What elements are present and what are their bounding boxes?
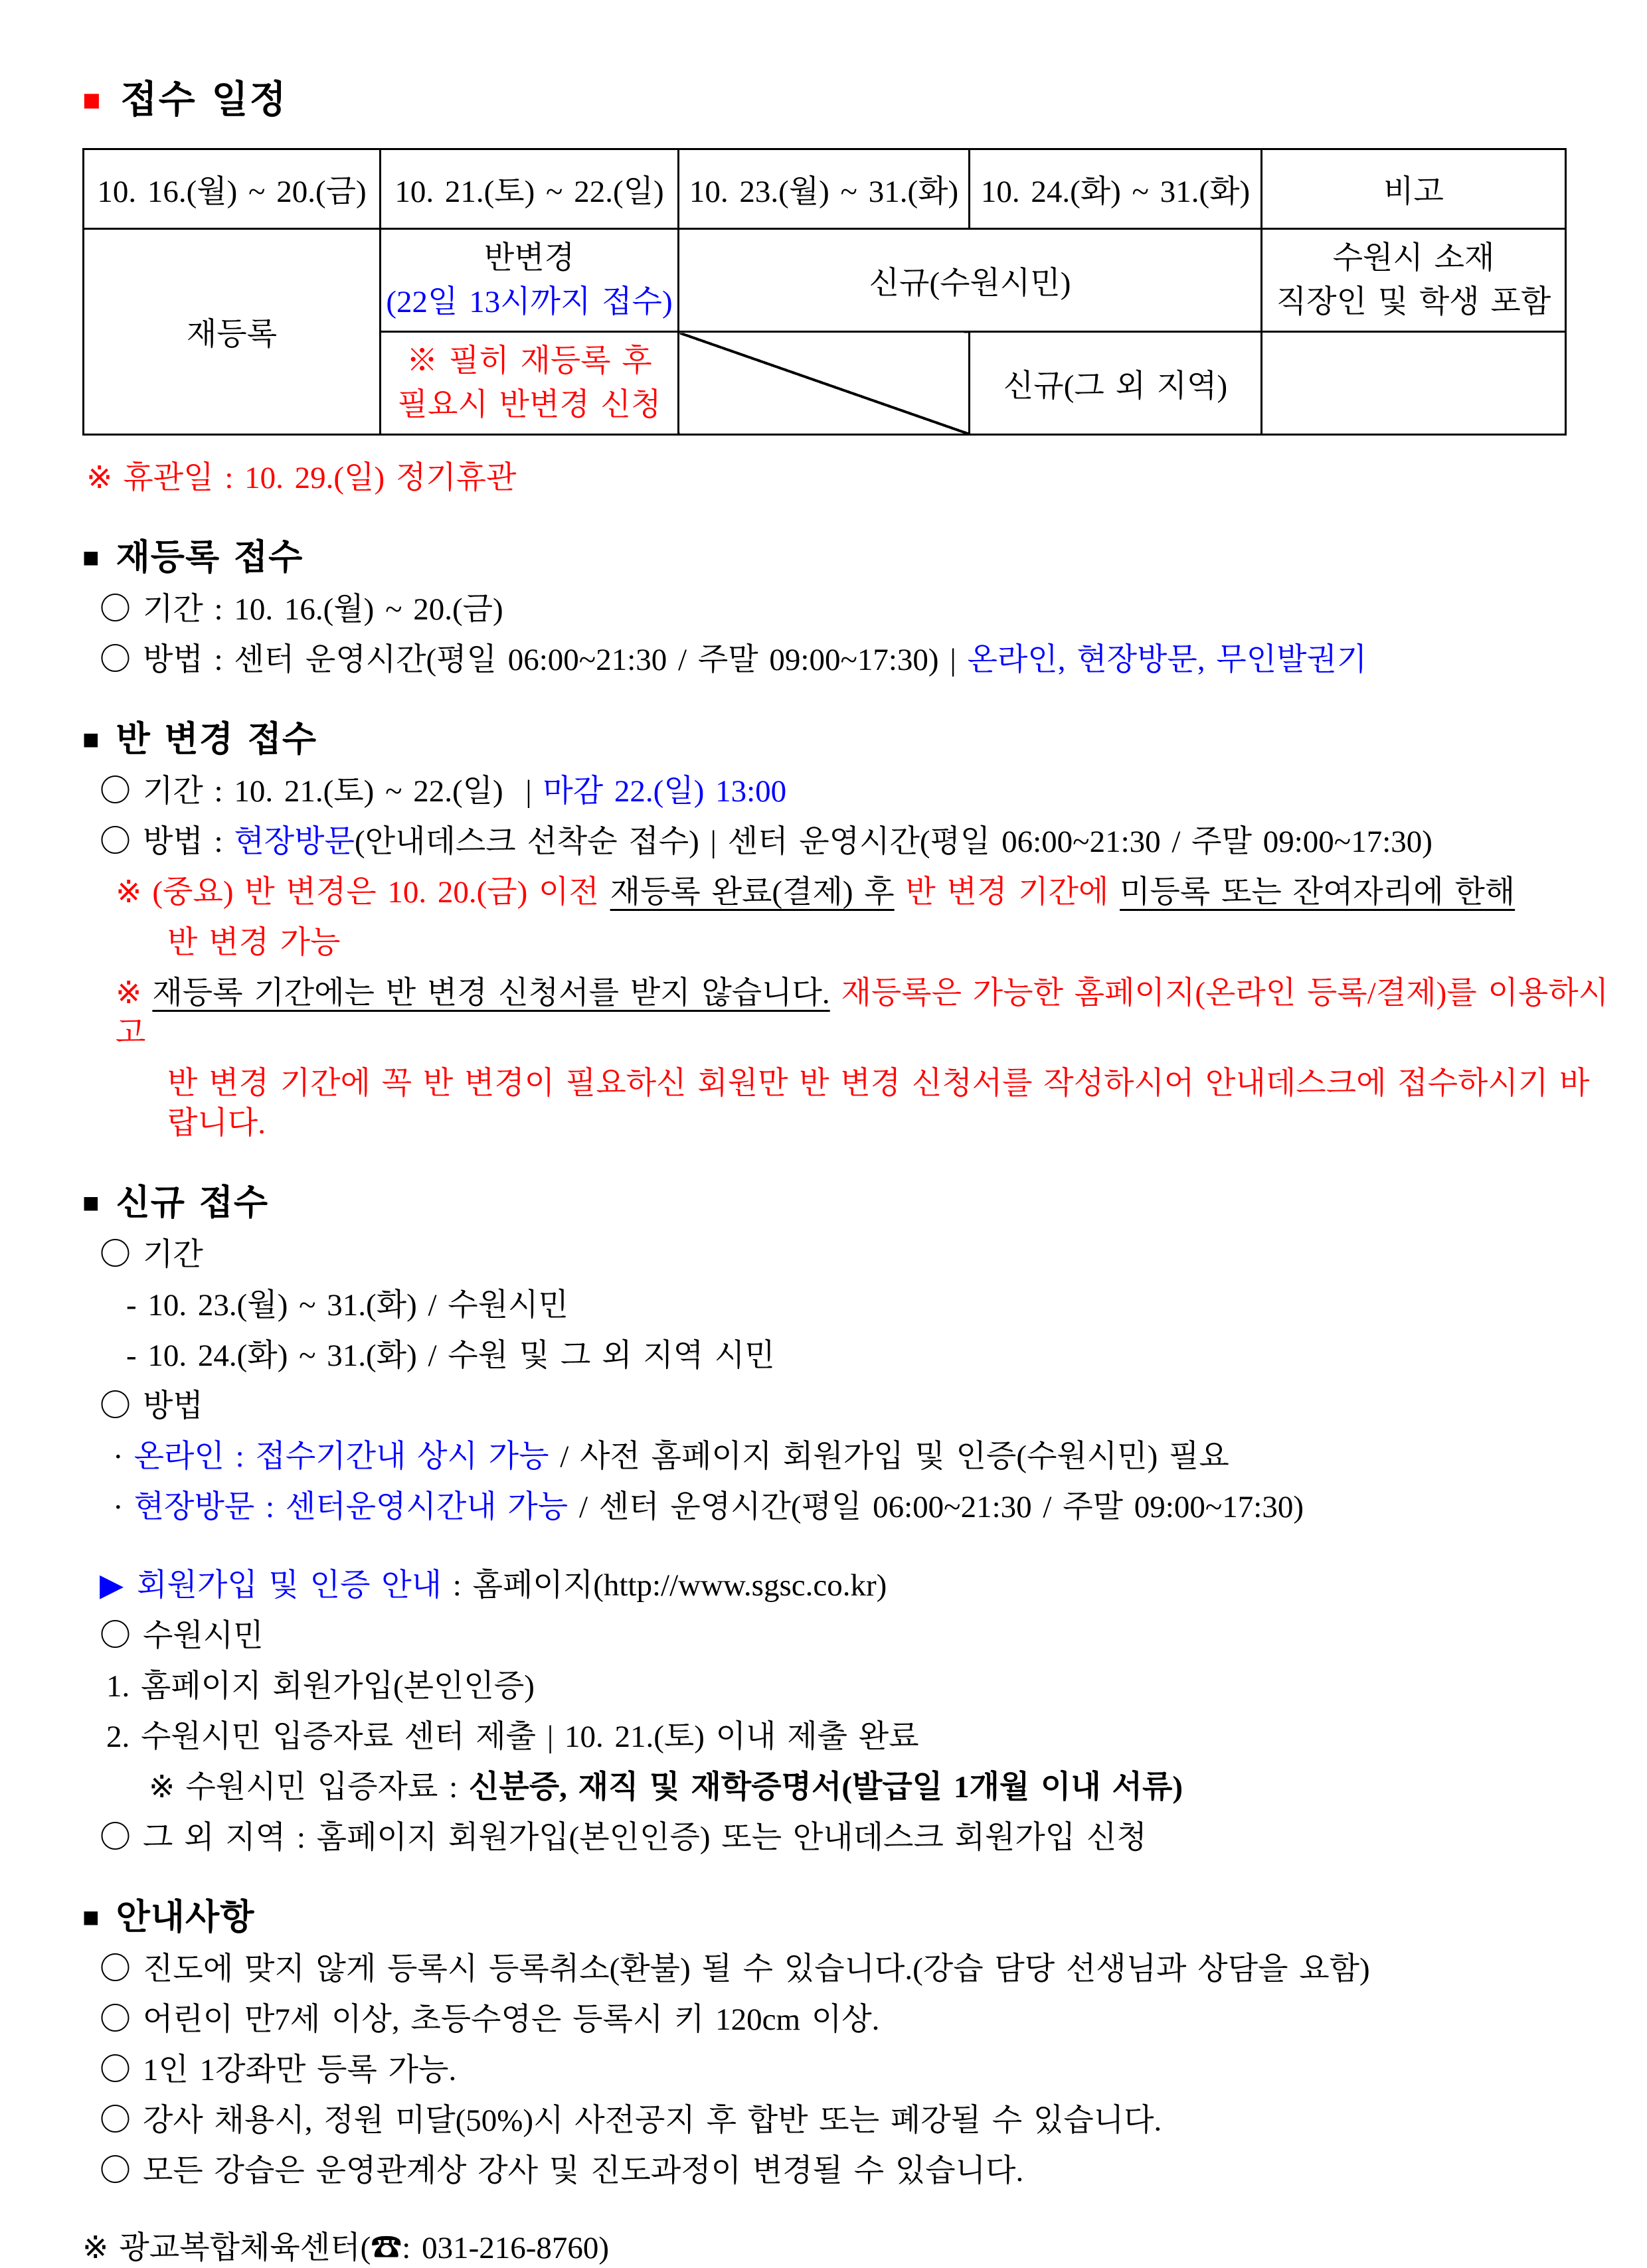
new-reg-method-label-text: 방법 bbox=[143, 1389, 203, 1423]
cell-reregister: 재등록 bbox=[84, 229, 381, 435]
new-reg-online-line bbox=[82, 1437, 1610, 1477]
note-red-clause: 재등록은 가능한 홈페이지(온라인 등록/결제)를 이용하시고 bbox=[116, 976, 1609, 1050]
class-change-period-text: 기간 : 10. 21.(토) ~ 22.(일) | bbox=[143, 774, 543, 809]
cell-new-suwon: 신규(수원시민) bbox=[679, 229, 1262, 332]
header-cell-period3: 10. 23.(월) ~ 31.(화) bbox=[679, 149, 970, 229]
table-row bbox=[84, 229, 1566, 332]
cell-remark-note bbox=[1262, 229, 1566, 332]
class-change-label: 반변경 bbox=[483, 241, 575, 276]
section-heading-text: 안내사항 bbox=[116, 1898, 255, 1937]
section-heading-new-registration bbox=[82, 1182, 1610, 1224]
membership-doc-note-pre: 수원시민 입증자료 : bbox=[185, 1770, 469, 1805]
header-cell-period4: 10. 24.(화) ~ 31.(화) bbox=[970, 149, 1262, 229]
new-reg-method-label bbox=[82, 1386, 1610, 1426]
info-item bbox=[82, 2050, 1610, 2090]
reference-mark: ※ bbox=[86, 461, 113, 495]
membership-step2-text: 2. 수원시민 입증자료 센터 제출 | 10. 21.(토) 이내 제출 완료 bbox=[106, 1720, 919, 1754]
holiday-note bbox=[82, 458, 1610, 498]
circle-bullet-icon: 〇 bbox=[100, 825, 131, 859]
section-heading-text: 반 변경 접수 bbox=[116, 720, 317, 759]
reregister-method-channels: 온라인, 현장방문, 무인발권기 bbox=[967, 643, 1367, 677]
dot-bullet-icon: · bbox=[113, 1490, 124, 1524]
class-change-important-note-cont bbox=[82, 923, 1610, 963]
membership-guide-url: : 홈페이지(http://www.sgsc.co.kr) bbox=[442, 1568, 887, 1603]
class-change-method-line bbox=[82, 822, 1610, 862]
reregister-period-line bbox=[82, 590, 1610, 629]
footer-contact bbox=[82, 2228, 1610, 2268]
membership-other-region bbox=[82, 1818, 1610, 1858]
circle-bullet-icon: 〇 bbox=[100, 2103, 131, 2138]
reregister-period-text: 기간 : 10. 16.(월) ~ 20.(금) bbox=[143, 592, 503, 627]
class-change-deadline: (22일 13시까지 접수) bbox=[386, 285, 673, 319]
new-reg-visit-blue: 현장방문 : 센터운영시간내 가능 bbox=[133, 1490, 568, 1524]
circle-bullet-icon: 〇 bbox=[100, 1389, 131, 1423]
header-cell-remark: 비고 bbox=[1262, 149, 1566, 229]
reregister-method-text: 방법 : 센터 운영시간(평일 06:00~21:30 / 주말 09:00~17:30) | bbox=[143, 643, 968, 677]
info-item-text: 모든 강습은 운영관계상 강사 및 진도과정이 변경될 수 있습니다. bbox=[143, 2154, 1024, 2188]
membership-step2 bbox=[82, 1717, 1610, 1757]
class-change-method-post: (안내데스크 선착순 접수) | 센터 운영시간(평일 06:00~21:30 / 주말 09:00~17:30) bbox=[354, 825, 1432, 859]
triangle-arrow-icon: ▶ bbox=[100, 1568, 124, 1603]
section-heading-text: 재등록 접수 bbox=[116, 538, 303, 577]
reference-mark: ※ bbox=[82, 2231, 109, 2265]
membership-guide-title: 회원가입 및 인증 안내 bbox=[137, 1568, 442, 1603]
note-red-part2: 반 변경 기간에 bbox=[905, 875, 1120, 910]
info-item bbox=[82, 2000, 1610, 2040]
note-underline-clause: 재등록 기간에는 반 변경 신청서를 받지 않습니다. bbox=[152, 976, 830, 1011]
new-reg-online-black: / 사전 홈페이지 회원가입 및 인증(수원시민) 필요 bbox=[549, 1439, 1229, 1474]
membership-step1 bbox=[82, 1666, 1610, 1706]
reregister-method-line bbox=[82, 640, 1610, 680]
black-square-icon: ■ bbox=[82, 542, 100, 573]
circle-bullet-icon: 〇 bbox=[100, 774, 131, 809]
class-change-note-line1: ※ 필히 재등록 후 bbox=[406, 344, 652, 378]
cell-class-change-note bbox=[381, 332, 679, 435]
info-item-text: 강사 채용시, 정원 미달(50%)시 사전공지 후 합반 또는 폐강될 수 있습니다. bbox=[143, 2103, 1162, 2138]
new-reg-visit-black: / 센터 운영시간(평일 06:00~21:30 / 주말 09:00~17:30) bbox=[568, 1490, 1304, 1524]
new-reg-online-blue: 온라인 : 접수기간내 상시 가능 bbox=[133, 1439, 549, 1474]
membership-doc-note bbox=[82, 1767, 1610, 1807]
header-cell-period1: 10. 16.(월) ~ 20.(금) bbox=[84, 149, 381, 229]
section-heading-text: 신규 접수 bbox=[116, 1183, 269, 1222]
circle-bullet-icon: 〇 bbox=[100, 2002, 131, 2037]
membership-suwon-label-text: 수원시민 bbox=[143, 1619, 264, 1653]
reference-mark: ※ bbox=[116, 875, 142, 910]
remark-line2: 직장인 및 학생 포함 bbox=[1276, 285, 1551, 319]
table-header-row bbox=[84, 149, 1566, 229]
section-heading-reregister bbox=[82, 536, 1610, 579]
reference-mark: ※ bbox=[149, 1770, 175, 1805]
circle-bullet-icon: 〇 bbox=[100, 1619, 131, 1653]
info-item-text: 1인 1강좌만 등록 가능. bbox=[143, 2053, 457, 2087]
black-square-icon: ■ bbox=[82, 1187, 100, 1218]
black-square-icon: ■ bbox=[82, 1902, 100, 1933]
info-item-text: 진도에 맞지 않게 등록시 등록취소(환불) 될 수 있습니다.(강습 담당 선생님과 상담을 요함) bbox=[143, 1952, 1370, 1986]
circle-bullet-icon: 〇 bbox=[100, 1821, 131, 1855]
new-reg-period-suwon-text: - 10. 23.(월) ~ 31.(화) / 수원시민 bbox=[126, 1288, 568, 1323]
class-change-method-visit: 현장방문 bbox=[234, 825, 355, 859]
info-item bbox=[82, 2101, 1610, 2141]
schedule-table bbox=[82, 148, 1567, 436]
red-square-icon: ■ bbox=[82, 83, 102, 117]
info-item bbox=[82, 1949, 1610, 1989]
class-change-deadline-text: 마감 22.(일) 13:00 bbox=[543, 774, 787, 809]
circle-bullet-icon: 〇 bbox=[100, 1238, 131, 1272]
new-reg-visit-line bbox=[82, 1487, 1610, 1527]
new-reg-period-other bbox=[82, 1336, 1610, 1376]
new-reg-period-suwon bbox=[82, 1285, 1610, 1325]
circle-bullet-icon: 〇 bbox=[100, 643, 131, 677]
note-continuation-text: 반 변경 가능 bbox=[167, 926, 341, 960]
section-heading-info bbox=[82, 1896, 1610, 1939]
class-change-period-line bbox=[82, 771, 1610, 811]
class-change-note-line2: 필요시 반변경 신청 bbox=[397, 388, 661, 422]
reference-mark: ※ bbox=[116, 976, 142, 1011]
class-change-second-note-cont bbox=[82, 1064, 1610, 1143]
note-space bbox=[895, 875, 906, 910]
membership-suwon-label bbox=[82, 1616, 1610, 1656]
membership-other-region-text: 그 외 지역 : 홈페이지 회원가입(본인인증) 또는 안내데스크 회원가입 신청 bbox=[143, 1821, 1147, 1855]
dot-bullet-icon: · bbox=[113, 1439, 124, 1474]
new-reg-period-label bbox=[82, 1235, 1610, 1275]
circle-bullet-icon: 〇 bbox=[100, 2053, 131, 2087]
circle-bullet-icon: 〇 bbox=[100, 2154, 131, 2188]
class-change-important-note bbox=[82, 872, 1610, 912]
new-reg-period-label-text: 기간 bbox=[143, 1238, 203, 1272]
diagonal-empty-cell bbox=[679, 332, 970, 435]
black-square-icon: ■ bbox=[82, 724, 100, 755]
note-underline-part1: 재등록 완료(결제) 후 bbox=[610, 875, 895, 910]
cell-class-change bbox=[381, 229, 679, 332]
circle-bullet-icon: 〇 bbox=[100, 592, 131, 627]
note-continuation-text: 반 변경 기간에 꼭 반 변경이 필요하신 회원만 반 변경 신청서를 작성하시어 안내데스크에 접수하시기 바랍니다. bbox=[167, 1066, 1590, 1141]
page-title bbox=[82, 78, 1610, 121]
info-item-text: 어린이 만7세 이상, 초등수영은 등록시 키 120cm 이상. bbox=[143, 2002, 880, 2037]
header-cell-period2: 10. 21.(토) ~ 22.(일) bbox=[381, 149, 679, 229]
info-item bbox=[82, 2151, 1610, 2191]
section-heading-class-change bbox=[82, 718, 1610, 761]
circle-bullet-icon: 〇 bbox=[100, 1952, 131, 1986]
class-change-method-pre: 방법 : bbox=[143, 825, 234, 859]
membership-step1-text: 1. 홈페이지 회원가입(본인인증) bbox=[106, 1669, 535, 1704]
note-underline-part2: 미등록 또는 잔여자리에 한해 bbox=[1120, 875, 1516, 910]
cell-remark-empty bbox=[1262, 332, 1566, 435]
membership-guide-line bbox=[82, 1566, 1610, 1605]
page-title-text: 접수 일정 bbox=[120, 78, 288, 121]
footer-contact-text: 광교복합체육센터(☎: 031-216-8760) bbox=[119, 2231, 610, 2265]
note-red-part1: (중요) 반 변경은 10. 20.(금) 이전 bbox=[152, 875, 610, 910]
class-change-second-note bbox=[82, 973, 1610, 1053]
holiday-note-text: 휴관일 : 10. 29.(일) 정기휴관 bbox=[123, 461, 517, 495]
new-reg-period-other-text: - 10. 24.(화) ~ 31.(화) / 수원 및 그 외 지역 시민 bbox=[126, 1338, 775, 1373]
membership-doc-note-bold: 신분증, 재직 및 재학증명서(발급일 1개월 이내 서류) bbox=[468, 1770, 1183, 1805]
remark-line1: 수원시 소재 bbox=[1332, 241, 1495, 276]
cell-new-other: 신규(그 외 지역) bbox=[970, 332, 1262, 435]
